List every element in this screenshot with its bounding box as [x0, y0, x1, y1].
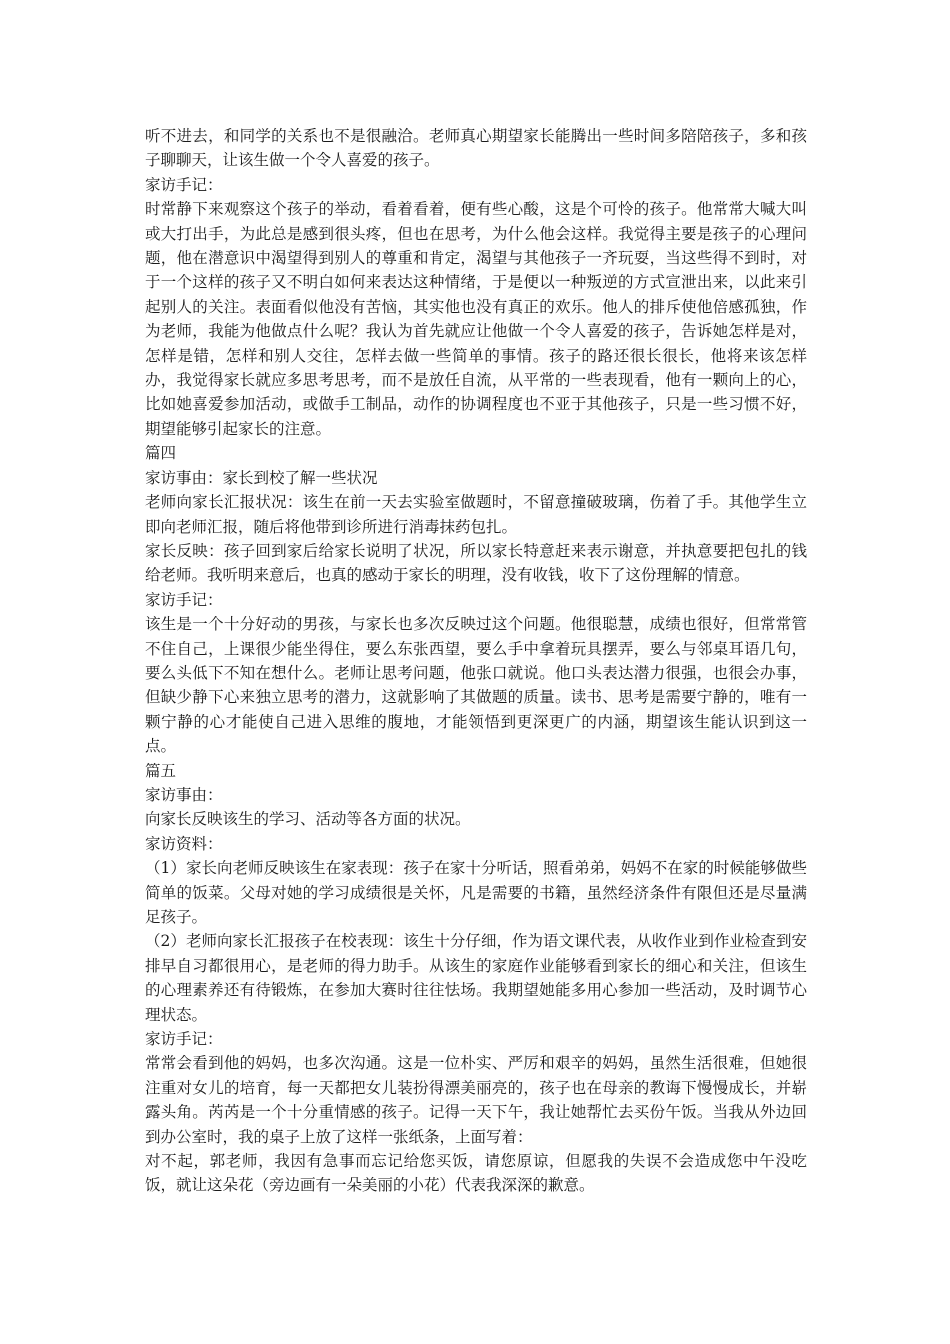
heading-visit-notes: 家访手记：: [145, 1030, 223, 1049]
paragraph-visit-notes: 时常静下来观察这个孩子的举动，看着看着，便有些心酸，这是个可怜的孩子。他常常大喊大叫或大打出手，为此总是感到很头疼，但也在思考，为什么他会这样。我觉得主要是孩子的心理问题，他在潜意识中渴望得到别人的尊重和肯定，渴望与其他孩子一齐玩耍，当这些得不到时，对于一个这样的孩子又不明白如何来表达这种情绪，于是便以一种叛逆的方式宣泄出来，以此来引起别人的关注。表面看似他没有苦恼，其实他也没有真正的欢乐。他人的排斥使他倍感孤独，作为老师，我能为他做点什么呢？我认为首先就应让他做一个令人喜爱的孩子，告诉她怎样是对，怎样是错，怎样和别人交往，怎样去做一些简单的事情。孩子的路还很长很长，他将来该怎样办，我觉得家长就应多思考思考，而不是放任自流，从平常的一些表现看，他有一颗向上的心，比如她喜爱参加活动，或做手工制品，动作的协调程度也不亚于其他孩子，只是一些习惯不好，期望能够引起家长的注意。: [145, 200, 807, 438]
heading-visit-materials: 家访资料：: [145, 834, 223, 853]
heading-visit-notes: 家访手记：: [145, 175, 223, 194]
document-body: [145, 124, 807, 1198]
material-item-2: （2）老师向家长汇报孩子在校表现：该生十分仔细，作为语文课代表，从收作业到作业检查到安排早自习都很用心，是老师的得力助手。从该生的家庭作业能够看到家长的细心和关注，但该生的心理素养还有待锻炼，在参加大赛时往往怯场。我期望她能多用心参加一些活动，及时调节心理状态。: [145, 932, 807, 1024]
heading-visit-reason: 家访事由：: [145, 785, 223, 804]
visit-reason: 向家长反映该生的学习、活动等各方面的状况。: [145, 810, 471, 829]
section-title-part-five: 篇五: [145, 761, 177, 780]
teacher-report: 老师向家长汇报状况：该生在前一天去实验室做题时，不留意撞破玻璃，伤着了手。其他学生立即向老师汇报，随后将他带到诊所进行消毒抹药包扎。: [145, 493, 807, 536]
parent-feedback: 家长反映：孩子回到家后给家长说明了状况，所以家长特意赶来表示谢意，并执意要把包扎的钱给老师。我听明来意后，也真的感动于家长的明理，没有收钱，收下了这份理解的情意。: [145, 541, 807, 585]
paragraph-visit-notes: 该生是一个十分好动的男孩，与家长也多次反映过这个问题。他很聪慧，成绩也很好，但常常管不住自己，上课很少能坐得住，要么东张西望，要么手中拿着玩具摆弄，要么与邻桌耳语几句，要么头低下不知在想什么。老师让思考问题，他张口就说。他口头表达潜力很强，也很会办事，但缺少静下心来独立思考的潜力，这就影响了其做题的质量。读书、思考是需要宁静的，唯有一颗宁静的心才能使自己进入思维的腹地，才能领悟到更深更广的内涵，期望该生能认识到这一点。: [145, 615, 807, 756]
paragraph-visit-notes: 常常会看到他的妈妈，也多次沟通。这是一位朴实、严厉和艰辛的妈妈，虽然生活很难，但她很注重对女儿的培育，每一天都把女儿装扮得漂美丽亮的，孩子也在母亲的教诲下慢慢成长，并崭露头角。芮芮是一个十分重情感的孩子。记得一天下午，我让她帮忙去买份午饭。当我从外边回到办公室时，我的桌子上放了这样一张纸条，上面写着：: [145, 1054, 807, 1146]
paragraph-continuation: 听不进去，和同学的关系也不是很融洽。老师真心期望家长能腾出一些时间多陪陪孩子，多和孩子聊聊天，让该生做一个令人喜爱的孩子。: [145, 127, 807, 170]
visit-reason: 家访事由：家长到校了解一些状况: [145, 468, 378, 487]
paragraph-note-quote: 对不起，郭老师，我因有急事而忘记给您买饭，请您原谅，但愿我的失误不会造成您中午没吃饭，就让这朵花（旁边画有一朵美丽的小花）代表我深深的歉意。: [145, 1152, 807, 1195]
section-title-part-four: 篇四: [145, 444, 177, 463]
heading-visit-notes: 家访手记：: [145, 590, 223, 609]
material-item-1: （1）家长向老师反映该生在家表现：孩子在家十分听话，照看弟弟，妈妈不在家的时候能够做些简单的饭菜。父母对她的学习成绩很是关怀，凡是需要的书籍，虽然经济条件有限但还是尽量满足孩子。: [145, 859, 807, 926]
